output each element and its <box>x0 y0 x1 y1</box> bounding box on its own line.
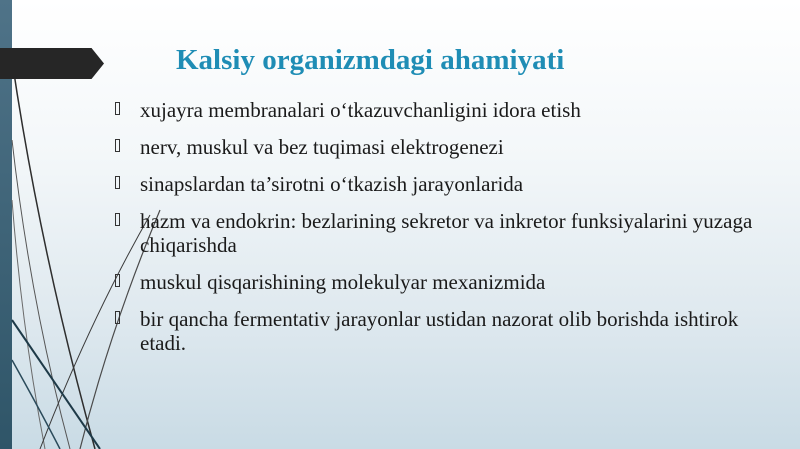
bullet-item <box>112 270 762 294</box>
bullet-text: bir qancha fermentativ jarayonlar ustidan nazorat olib borishda ishtirok etadi. <box>140 307 739 355</box>
bullet-marker-icon <box>115 311 120 324</box>
bullet-item <box>112 209 762 257</box>
bullet-item <box>112 98 762 122</box>
bullet-marker-icon <box>115 139 120 152</box>
bullet-marker-icon <box>115 102 120 115</box>
bullet-text: nerv, muskul va bez tuqimasi elektrogenezi <box>140 135 504 159</box>
bullet-marker-icon <box>115 213 120 226</box>
bullet-item <box>112 172 762 196</box>
bullet-item <box>112 135 762 159</box>
bullet-text: xujayra membranalari o‘tkazuvchanligini idora etish <box>140 98 581 122</box>
bullet-text: muskul qisqarishining molekulyar mexanizmida <box>140 270 546 294</box>
bullet-text: hazm va endokrin: bezlarining sekretor va inkretor funksiyalarini yuzaga chiqarishda <box>140 209 753 257</box>
bullet-list <box>112 98 762 368</box>
bullet-item <box>112 307 762 355</box>
bullet-text: sinapslardan ta’sirotni o‘tkazish jarayonlarida <box>140 172 524 196</box>
bullet-marker-icon <box>115 176 120 189</box>
slide-title: Kalsiy organizmdagi ahamiyati <box>176 44 565 76</box>
bullet-marker-icon <box>115 274 120 287</box>
title-tab-shape <box>0 48 104 79</box>
